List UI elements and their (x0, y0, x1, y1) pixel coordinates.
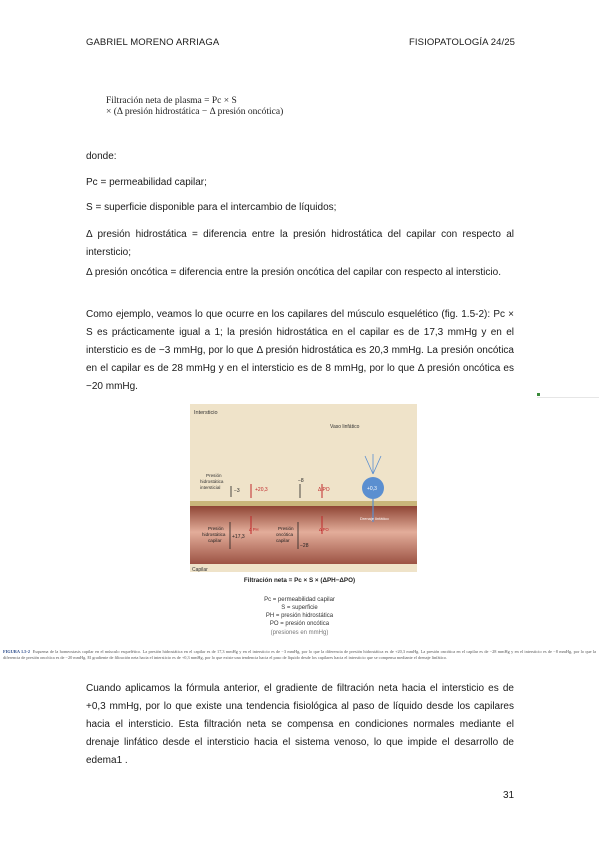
endothelium-top (190, 501, 417, 506)
definition-oncotica: Δ presión oncótica = diferencia entre la presión oncótica del capilar con respecto al intersticio. (86, 267, 501, 278)
value-po-intersticial: −8 (298, 478, 304, 484)
figure-caption-label: FIGURA 1.5-2 (3, 649, 31, 654)
label-net: Drenaje linfático (360, 516, 389, 521)
page-number: 31 (503, 790, 515, 801)
paragraph-conclusion: Cuando aplicamos la fórmula anterior, el gradiente de filtración neta hacia el intersticio es de +0,3 mmHg, por lo que existe una tendencia fisiológica al paso de líquido desde los capilares hacia el intersticio. Esta filtración neta se compensa en condiciones normales mediante el drenaje linfático desde el intersticio hacia el sistema venoso, lo que impide el desarrollo de edema1 . (86, 683, 514, 766)
figure-caption-text: Esquema de la homeostasis capilar en el músculo esquelético. La presión hidrostática en el capilar es de 17,3 mmHg y en el intersticio es de −3 mmHg, por lo que la diferencia de presión hidrostática es de +20,3 mmHg. La presión oncótica en el capilar es de −28 mmHg y en el intersticio es de −8 mmHg, por lo que la diferencia de presión oncótica es de −20 mmHg. El gradiente de filtración neta hacia el intersticio es de +0,3 mmHg, por lo que existe una tendencia hacia el paso de líquido desde los capilares hacia el intersticio que se compensa mediante el drenaje linfático. (3, 649, 596, 661)
label-delta-po: Δ PO (318, 487, 330, 493)
legend-ph: PH = presión hidrostática (265, 613, 334, 619)
margin-mark (537, 393, 540, 396)
label-vaso-linfatico: Vaso linfático (330, 424, 360, 430)
value-po-capilar: −28 (300, 543, 309, 549)
label-capilar: Capilar (192, 567, 208, 572)
legend-po: PO = presión oncótica (269, 621, 330, 627)
definition-s: S = superficie disponible para el intercambio de líquidos; (86, 202, 337, 213)
figure-caption (3, 649, 596, 662)
label-delta-po-small: Δ PO (319, 527, 329, 532)
label-ph-capilar: Presión hidrostática capilar (202, 526, 226, 543)
label-delta-ph: Δ PH (249, 527, 259, 532)
formula-line-2: × (Δ presión hidrostática − Δ presión oncótica) (106, 107, 284, 117)
definition-pc: Pc = permeabilidad capilar; (86, 177, 207, 188)
value-net: +0,3 (367, 486, 377, 492)
capillary-diagram (190, 404, 417, 572)
value-ph-intersticial: −3 (234, 488, 240, 494)
definition-hidrostatica: Δ presión hidrostática = diferencia entre la presión hidrostática del capilar con respecto al intersticio; (86, 229, 514, 258)
legend-s: S = superficie (281, 605, 318, 611)
header-author: GABRIEL MORENO ARRIAGA (86, 37, 220, 48)
legend-units: (presiones en mmHg) (270, 630, 329, 636)
header-course: FISIOPATOLOGÍA 24/25 (409, 37, 516, 48)
label-po-capilar: Presión oncótica capilar (276, 526, 294, 543)
label-intersticio: Intersticio (194, 410, 218, 416)
formula-line-1: Filtración neta de plasma = Pc × S (106, 96, 237, 106)
value-ph-capilar: +17,3 (232, 534, 245, 540)
paragraph-donde: donde: (86, 151, 117, 162)
capillary-bottom-area (190, 564, 417, 572)
label-ph-intersticial: Presión hidrostática intersticial (200, 473, 224, 490)
legend-pc: Pc = permeabilidad capilar (264, 597, 335, 603)
value-delta-ph: +20,3 (255, 487, 268, 493)
margin-line (537, 397, 599, 398)
figure-formula: Filtración neta = Pc × S × (ΔPH−ΔPO) (243, 577, 356, 584)
paragraph-example: Como ejemplo, veamos lo que ocurre en los capilares del músculo esquelético (fig. 1.5-2): Pc × S es prácticamente igual a 1; la presión hidrostática en el capilar es de 17,3 mmHg y en el intersticio es de −3 mmHg, por lo que Δ presión hidrostática es 20,3 mmHg. La presión oncótica en el capilar es de 28 mmHg y en el intersticio es de 8 mmHg, por lo que Δ presión oncótica es −20 mmHg. (86, 309, 514, 392)
